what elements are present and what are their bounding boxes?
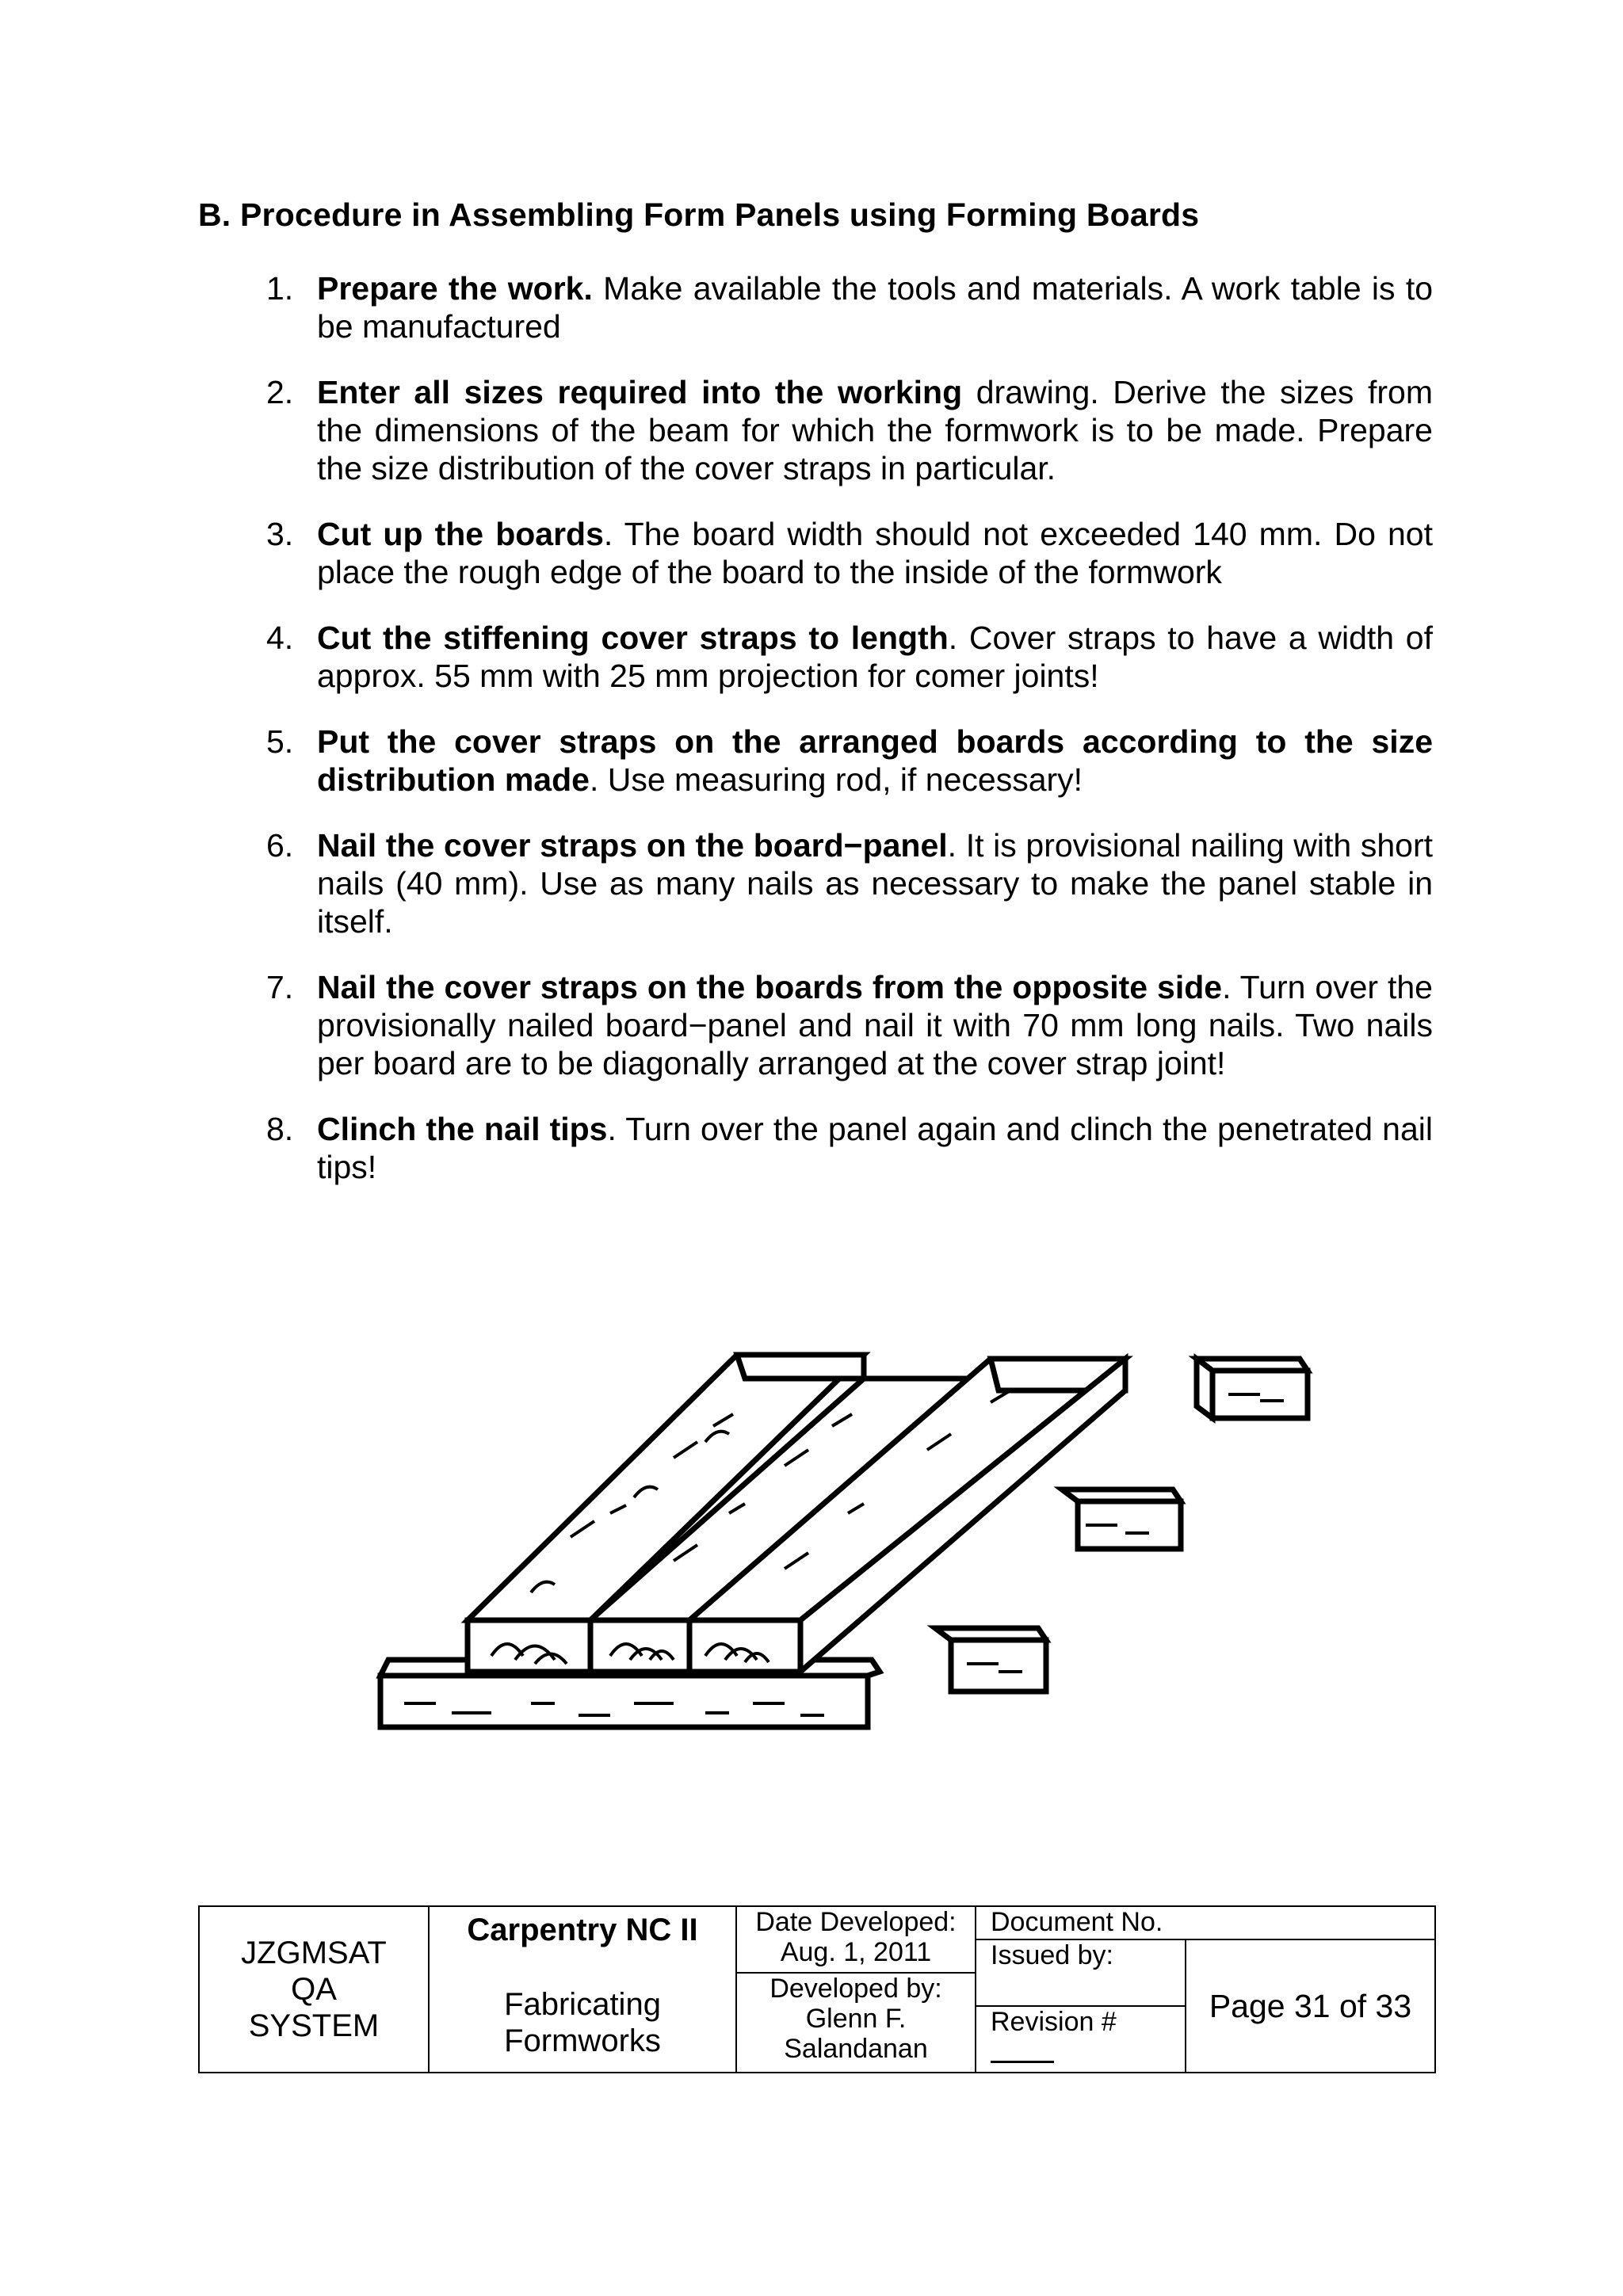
step-title: Clinch the nail tips <box>317 1111 608 1147</box>
form-panel-illustration <box>372 1260 1323 1735</box>
step-number: 7. <box>266 969 294 1005</box>
step-item <box>262 826 1433 940</box>
step-item <box>262 269 1433 345</box>
revision-underline <box>991 2061 1054 2063</box>
step-text: . It is provisional nailing with short nails (40 mm). Use as many nails as necessary to make the panel stable in itself. <box>317 827 1434 940</box>
step-number: 3. <box>266 516 294 552</box>
cover-strap <box>1197 1359 1308 1418</box>
step-item <box>262 515 1433 591</box>
developed-by-cell <box>736 1973 976 2073</box>
cover-strap <box>1062 1489 1181 1549</box>
page-number: Page 31 of 33 <box>1209 1988 1412 2024</box>
step-number: 8. <box>266 1111 294 1147</box>
step-title: Enter all sizes required into the working <box>317 374 963 410</box>
revision-cell <box>976 2006 1186 2073</box>
step-item <box>262 1110 1433 1186</box>
step-text: drawing. Derive the sizes from the dimensions of the beam for which the formwork is to be made. Prepare the size distribution of the cover straps in particular. <box>317 374 1433 486</box>
step-number: 5. <box>266 723 294 760</box>
developer-name: Glenn F. <box>805 2004 907 2034</box>
step-title: Cut up the boards <box>317 516 604 552</box>
step-text: . The board width should not exceeded 140 mm. Do not place the rough edge of the board to the inside of the formwork <box>317 516 1433 590</box>
step-title: Nail the cover straps on the board−panel <box>317 827 948 864</box>
step-number: 2. <box>266 374 294 410</box>
step-number: 6. <box>266 827 294 864</box>
step-number: 4. <box>266 620 294 656</box>
step-item <box>262 619 1433 695</box>
date-developed-value: Aug. 1, 2011 <box>780 1937 932 1967</box>
issued-by-label: Issued by: <box>991 1940 1113 1970</box>
module-line: Fabricating <box>504 1987 661 2022</box>
step-number: 1. <box>266 270 294 307</box>
cover-strap <box>935 1628 1046 1691</box>
step-text: . Use measuring rod, if necessary! <box>589 761 1083 798</box>
org-cell <box>199 1906 429 2073</box>
section-heading: B. Procedure in Assembling Form Panels using Forming Boards <box>198 196 1200 233</box>
step-title: Prepare the work. <box>317 270 593 307</box>
step-title: Put the cover straps on the arranged boards according to the size distribution made <box>317 723 1433 798</box>
revision-label: Revision # <box>991 2007 1117 2037</box>
date-developed-label: Date Developed: <box>755 1907 957 1937</box>
developed-by-label: Developed by: <box>769 1974 942 2004</box>
issued-by-cell <box>976 1939 1186 2006</box>
step-item <box>262 723 1433 799</box>
step-title: Nail the cover straps on the boards from the opposite side <box>317 969 1223 1005</box>
procedure-steps <box>262 269 1433 1214</box>
document-no-cell <box>976 1906 1435 1939</box>
date-developed-cell <box>736 1906 976 1973</box>
document-footer-table <box>198 1905 1436 2073</box>
step-text: Make available the tools and materials. A work table is to be manufactured <box>317 270 1434 345</box>
course-title: Carpentry NC II <box>467 1913 698 1947</box>
step-text: . Turn over the provisionally nailed board−panel and nail it with 70 mm long nails. Two nails per board are to be diagonally arranged at the cover strap joint! <box>317 969 1433 1081</box>
step-item <box>262 373 1433 487</box>
developer-surname: Salandanan <box>784 2034 928 2064</box>
document-no-label: Document No. <box>991 1907 1163 1937</box>
module-line: Formworks <box>504 2023 661 2058</box>
step-text: . Turn over the panel again and clinch the penetrated nail tips! <box>317 1111 1433 1185</box>
step-item <box>262 968 1433 1082</box>
module-title <box>430 1986 735 2059</box>
org-name: JZGMSAT <box>241 1936 387 1970</box>
page-number-cell <box>1186 1939 1435 2073</box>
org-qa: QA <box>291 1972 337 2007</box>
org-system: SYSTEM <box>248 2008 380 2043</box>
step-text: . Cover straps to have a width of approx. 55 mm with 25 mm projection for comer joints! <box>317 620 1433 694</box>
step-title: Cut the stiffening cover straps to length <box>317 620 949 656</box>
course-cell <box>429 1906 736 2073</box>
